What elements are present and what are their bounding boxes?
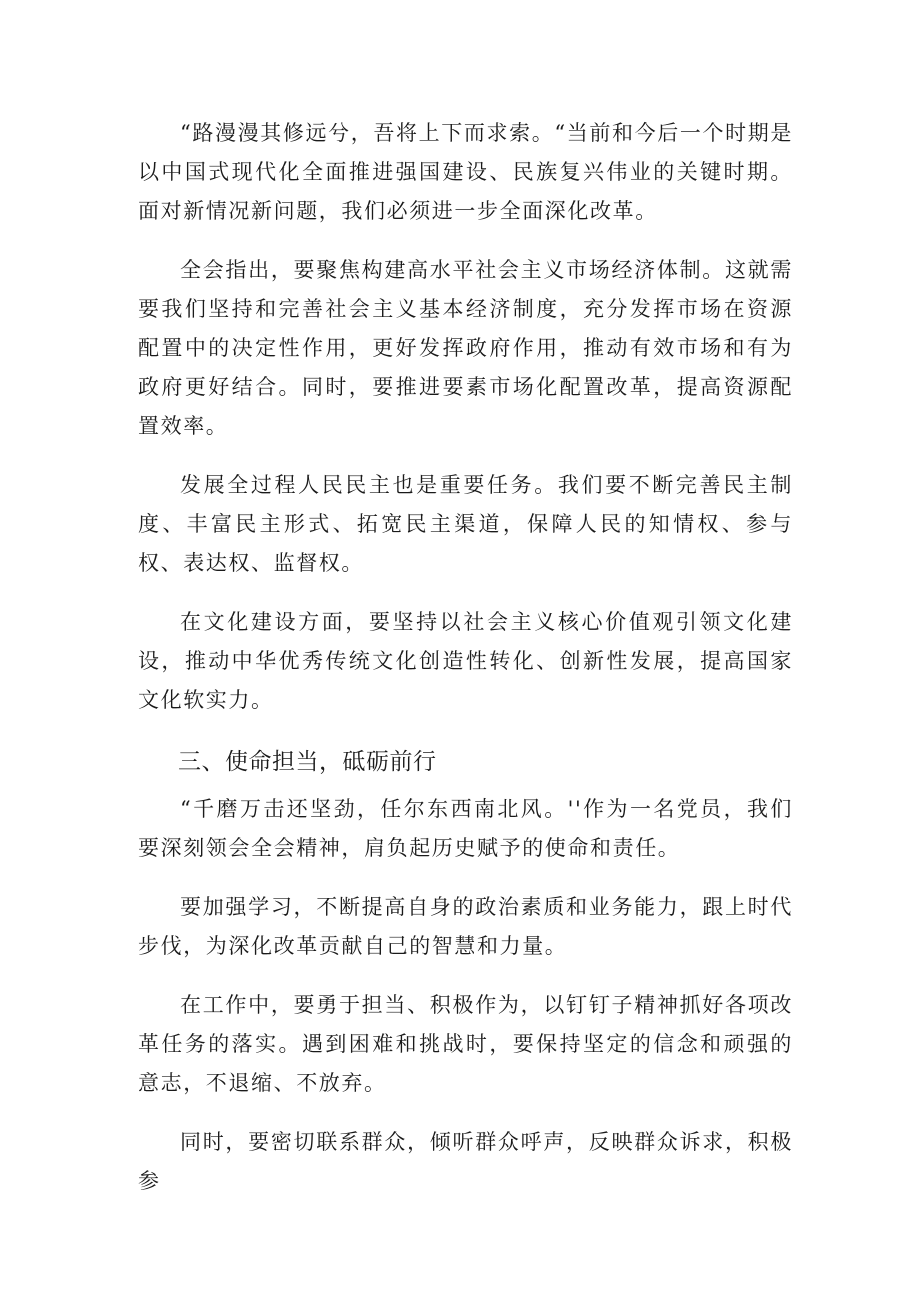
document-body	[138, 114, 793, 1201]
paragraph-democracy: 发展全过程人民民主也是重要任务。我们要不断完善民主制度、丰富民主形式、拓宽民主渠道，保障人民的知情权、参与权、表达权、监督权。	[138, 473, 793, 575]
section-heading: 三、使命担当，砥砺前行	[178, 749, 437, 775]
paragraph-study: 要加强学习，不断提高自身的政治素质和业务能力，跟上时代步伐，为深化改革贡献自己的智慧和力量。	[138, 895, 793, 958]
paragraph-market-economy: 全会指出，要聚焦构建高水平社会主义市场经济体制。这就需要我们坚持和完善社会主义基本经济制度，充分发挥市场在资源配置中的决定性作用，更好发挥政府作用，推动有效市场和有为政府更好结合。同时，要推进要素市场化配置改革，提高资源配置效率。	[138, 258, 793, 438]
paragraph-culture: 在文化建设方面，要坚持以社会主义核心价值观引领文化建设，推动中华优秀传统文化创造性转化、创新性发展，提高国家文化软实力。	[138, 610, 793, 712]
paragraph-work: 在工作中，要勇于担当、积极作为，以钉钉子精神抓好各项改革任务的落实。遇到困难和挑战时，要保持坚定的信念和顽强的意志，不退缩、不放弃。	[138, 993, 793, 1095]
paragraph-masses: 同时，要密切联系群众，倾听群众呼声，反映群众诉求，积极参	[138, 1130, 793, 1193]
paragraph-mission: “千磨万击还坚劲，任尔东西南北风。''作为一名党员，我们要深刻领会全会精神，肩负起历史赋予的使命和责任。	[138, 797, 793, 860]
paragraph-quote-reform: “路漫漫其修远兮，吾将上下而求索。“当前和今后一个时期是以中国式现代化全面推进强国建设、民族复兴伟业的关键时期。面对新情况新问题，我们必须进一步全面深化改革。	[138, 121, 793, 223]
